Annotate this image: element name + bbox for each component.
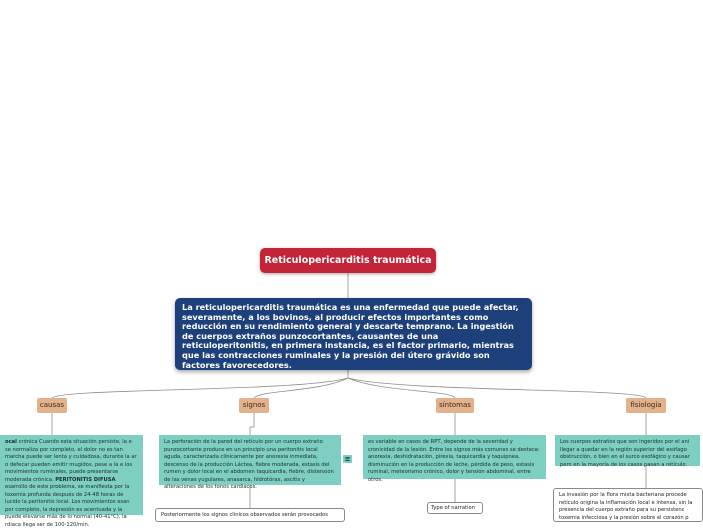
branch-causas[interactable] bbox=[37, 398, 67, 413]
branch-fisiologia-label: fisiología bbox=[630, 401, 662, 409]
signos-detail[interactable] bbox=[159, 435, 341, 490]
sintomas-subtopic-label: Type of narration bbox=[431, 505, 475, 511]
signos-subtopic-text: Posteriormente los signos clínicos observados serán provocados bbox=[161, 512, 328, 518]
sintomas-detail[interactable] bbox=[363, 435, 546, 483]
branch-fisiologia[interactable] bbox=[626, 398, 666, 413]
causas-detail[interactable] bbox=[0, 435, 143, 528]
branch-signos-label: signos bbox=[242, 401, 266, 409]
signos-subtopic[interactable] bbox=[155, 508, 345, 522]
root-topic-title: Reticulopericarditis traumática bbox=[264, 255, 432, 266]
signos-detail-text: La perforación de la pared del retículo por un cuerpo extraño punzocortante produce en un principio una peritonitis local aguda, caracterizada clínicamente por anorexia inmediata, descenso de la producción Láctea, fiebre moderada, estasis del rumen y dolor local en el abdomen taquicardia, fiebre, distensión de las venas yugulares, anasarca, hidrotórax, ascitis y alteraciones de los tonos cardiacos. bbox=[164, 439, 334, 490]
root-topic[interactable] bbox=[260, 248, 436, 273]
sintomas-subtopic[interactable] bbox=[427, 502, 483, 514]
fisiologia-detail[interactable] bbox=[555, 435, 700, 466]
causas-detail-bold-a: ocal bbox=[5, 439, 17, 445]
branch-signos[interactable] bbox=[239, 398, 269, 413]
branch-sintomas-label: síntomas bbox=[439, 401, 471, 409]
causas-detail-bold-c: PERITONITIS DIFUSA bbox=[55, 476, 116, 483]
fisiologia-detail-text: Los cuerpos extraños que son ingeridos por el ani llegar a quedar en la región superior del esófago obstrucción, o bien en el surco esofágico y causar pero en la mayoría de los casos pasan a retículo. bbox=[560, 439, 690, 468]
causas-detail-text-d: esarrollo de este problema, se manifiesta por la toxemia profunda después de 24-48 horas de lucido la peritonitis local. Los movimientos esan por completo, la depresión es acentuada y la puede elevarse más de lo normal (40-41°C), la rdiaca llega ser de 100-120/min. bbox=[5, 484, 130, 528]
sintomas-detail-text: es variable en casos de RPT, depende de la severidad y cronicidad de la lesión. Entre los signos más comunes se destaca: anorexia, deshidratación, pirexia, taquicardia y taquipnea, disminución en la producción de leche, pérdida de peso, estasis ruminal, meteorismo crónico, dolor y tensión abdominal, entre otros. bbox=[368, 439, 540, 483]
notes-icon[interactable]: ≡ bbox=[344, 455, 351, 463]
branch-sintomas[interactable] bbox=[436, 398, 474, 413]
fisiologia-subtopic[interactable] bbox=[553, 488, 703, 522]
causas-detail-text-b: crónica Cuando esta situación persiste, la e se normaliza por completo, el dolor no es tan marcha puede ser lenta y cuidadosa, durante la ar o defecar pueden emitir mugidos, pese a la e los movimientos ruminales, puede presentarse moderada crónica. bbox=[5, 439, 137, 483]
branch-causas-label: causas bbox=[39, 401, 65, 409]
fisiologia-subtopic-text: La invasión por la flora mixta bacteriana procede retículo origina la inflamación local e intensa, sin la presencia del cuerpo extraño para su persistenc toxemia infecciosa y la presión sobre el corazón p bbox=[559, 492, 693, 521]
main-topic[interactable] bbox=[175, 298, 532, 370]
main-topic-text: La reticulopericarditis traumática es una enfermedad que puede afectar, severamente, a los bovinos, al producir efectos importantes como reducción en su rendimiento general y descarte temprano. La ingestión de cuerpos extraños punzocortantes, causantes de una reticuloperitonitis, en primera instancia, es el factor primario, mientras que las contracciones ruminales y la presión del útero grávido son factores favorecedores. bbox=[182, 302, 519, 370]
